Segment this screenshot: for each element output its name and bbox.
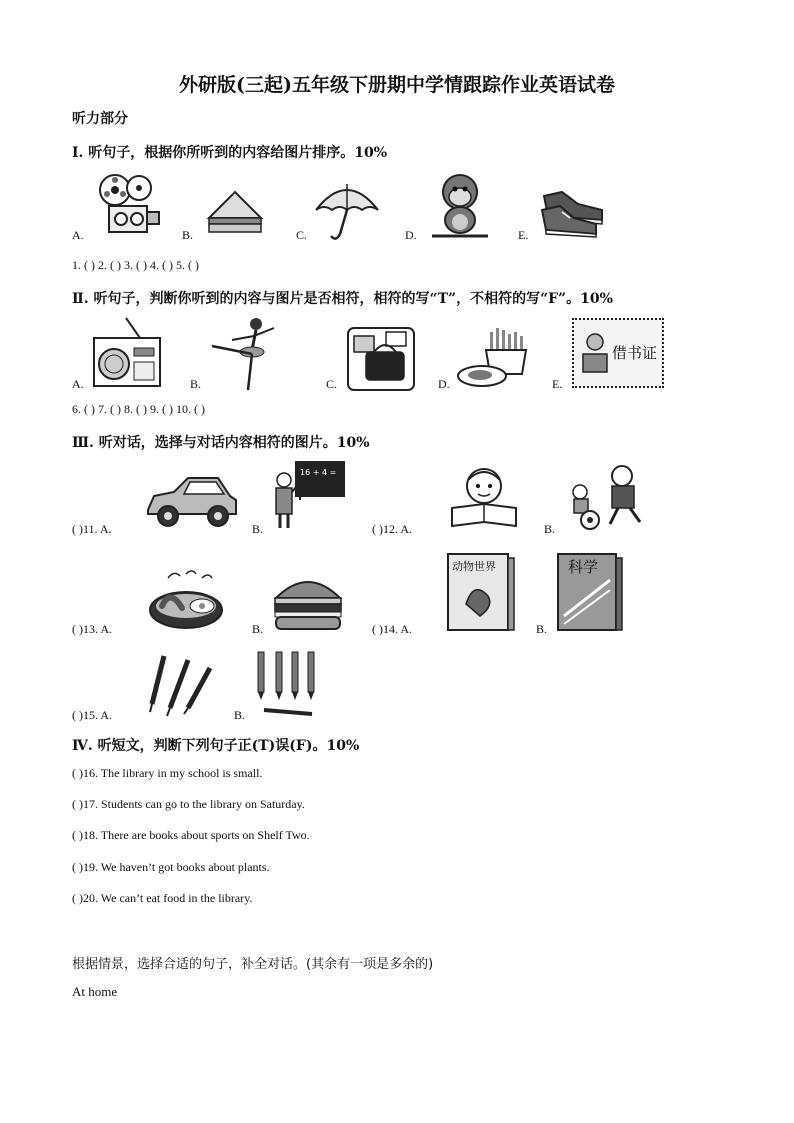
radio-icon — [90, 316, 166, 390]
section3-heading: Ⅲ. 听对话，选择与对话内容相符的图片。10% — [72, 435, 370, 451]
statement-17: ( )17. Students can go to the library on Saturday. — [72, 797, 305, 811]
q13-label-b: B. — [252, 622, 264, 636]
hamburger-icon — [272, 572, 344, 632]
listening-heading: 听力部分 — [72, 111, 128, 127]
section1-heading: Ⅰ. 听句子，根据你所听到的内容给图片排序。10% — [72, 145, 388, 161]
pencils-upright-icon — [254, 648, 322, 718]
q11-label-b: B. — [252, 522, 264, 536]
bags-icon — [346, 326, 416, 392]
ballerina-icon — [210, 316, 276, 392]
statement-19: ( )19. We haven’t got books about plants. — [72, 860, 270, 874]
boy-reading-icon — [446, 466, 522, 530]
dialogue-instruction: 根据情景，选择合适的句子，补全对话。(其余有一项是多余的) — [72, 957, 434, 972]
shoes-icon — [538, 182, 608, 238]
science-book-title: 科学 — [568, 558, 599, 576]
blackboard-text: 16 + 4 = — [300, 468, 337, 477]
car-icon — [144, 470, 240, 532]
reading-child-icon — [580, 332, 610, 376]
q12-label-b: B. — [544, 522, 556, 536]
s1-label-d: D. — [405, 228, 417, 242]
s1-label-e: E. — [518, 228, 529, 242]
q14-label-b: B. — [536, 622, 548, 636]
s2-label-d: D. — [438, 377, 450, 391]
q11-label: ( )11. A. — [72, 522, 112, 536]
animal-book-title: 动物世界 — [452, 560, 496, 573]
fries-fish-icon — [454, 326, 534, 390]
q14-label: ( )14. A. — [372, 622, 412, 636]
s1-answer-row: 1. ( ) 2. ( ) 3. ( ) 4. ( ) 5. ( ) — [72, 258, 199, 272]
q15-label-b: B. — [234, 708, 246, 722]
s2-label-b: B. — [190, 377, 202, 391]
monkey-icon — [428, 172, 492, 240]
statement-20: ( )20. We can’t eat food in the library. — [72, 891, 253, 905]
library-card-text: 借书证 — [612, 344, 658, 362]
s2-label-c: C. — [326, 377, 338, 391]
sandwich-icon — [205, 188, 265, 236]
page-title: 外研版(三起)五年级下册期中学情跟踪作业英语试卷 — [179, 74, 615, 96]
s2-label-e: E. — [552, 377, 563, 391]
q13-label: ( )13. A. — [72, 622, 112, 636]
q15-label: ( )15. A. — [72, 708, 112, 722]
s1-label-b: B. — [182, 228, 194, 242]
q12-label: ( )12. A. — [372, 522, 412, 536]
sausage-egg-icon — [146, 568, 226, 632]
section2-heading: Ⅱ. 听句子，判断你听到的内容与图片是否相符，相符的写“T”，不相符的写“F”。10% — [72, 291, 613, 307]
boys-football-icon — [568, 462, 648, 532]
s1-label-a: A. — [72, 228, 84, 242]
s2-answer-row: 6. ( ) 7. ( ) 8. ( ) 9. ( ) 10. ( ) — [72, 402, 205, 416]
at-home-label: At home — [72, 984, 118, 999]
statement-16: ( )16. The library in my school is small. — [72, 766, 263, 780]
pencils-slanted-icon — [144, 652, 214, 718]
s1-label-c: C. — [296, 228, 308, 242]
umbrella-icon — [312, 176, 382, 244]
s2-label-a: A. — [72, 377, 84, 391]
library-card — [572, 318, 664, 388]
projector-icon — [95, 172, 165, 240]
section4-heading: Ⅳ. 听短文，判断下列句子正(T)误(F)。10% — [72, 738, 360, 754]
statement-18: ( )18. There are books about sports on Shelf Two. — [72, 828, 310, 842]
